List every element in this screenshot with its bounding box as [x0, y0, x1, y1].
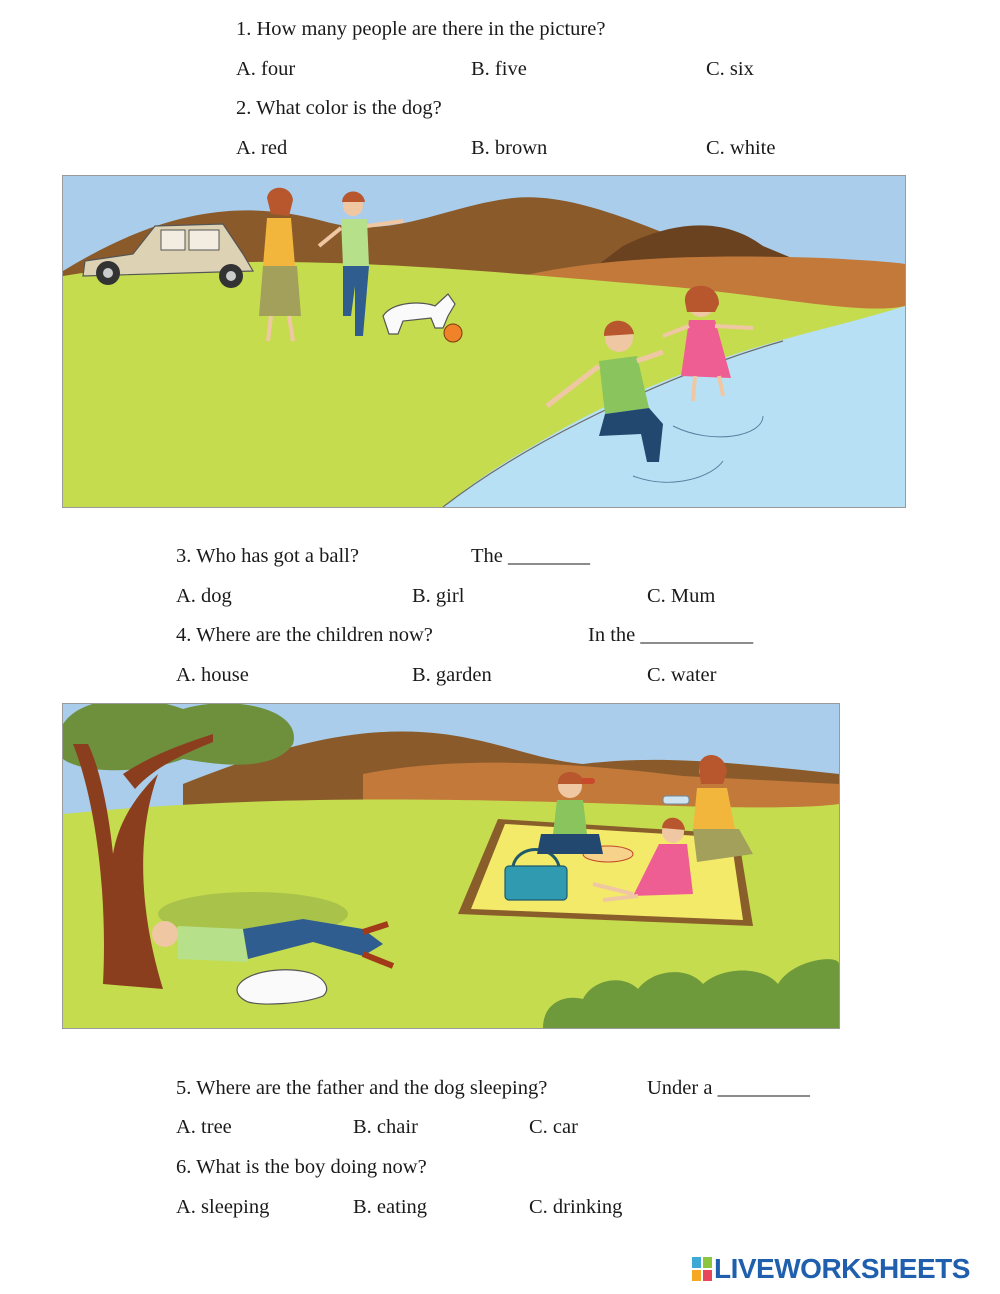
q1-option-b[interactable]: B. five — [471, 58, 527, 80]
ball-icon — [444, 324, 462, 342]
q1-option-a[interactable]: A. four — [236, 58, 296, 80]
question-1: 1. How many people are there in the picture? — [236, 18, 606, 40]
liveworksheets-logo-icon — [692, 1257, 712, 1281]
q5-option-b[interactable]: B. chair — [353, 1116, 418, 1138]
question-2: 2. What color is the dog? — [236, 97, 442, 119]
q3-answer-blank[interactable]: The ________ — [471, 545, 590, 567]
q5-option-a[interactable]: A. tree — [176, 1116, 232, 1138]
question-5: 5. Where are the father and the dog sleeping? — [176, 1077, 548, 1099]
q2-option-b[interactable]: B. brown — [471, 137, 548, 159]
q1-option-c[interactable]: C. six — [706, 58, 754, 80]
q3-option-b[interactable]: B. girl — [412, 585, 465, 607]
q2-option-a[interactable]: A. red — [236, 137, 288, 159]
brand-name: LIVEWORKSHEETS — [714, 1253, 970, 1284]
question-4: 4. Where are the children now? — [176, 624, 433, 646]
question-6: 6. What is the boy doing now? — [176, 1156, 427, 1178]
q3-option-a[interactable]: A. dog — [176, 585, 232, 607]
q5-option-c[interactable]: C. car — [529, 1116, 578, 1138]
q2-option-c[interactable]: C. white — [706, 137, 776, 159]
q4-option-a[interactable]: A. house — [176, 664, 249, 686]
q6-option-c[interactable]: C. drinking — [529, 1196, 623, 1218]
family-by-river-illustration — [62, 175, 906, 508]
q3-option-c[interactable]: C. Mum — [647, 585, 716, 607]
q4-answer-blank[interactable]: In the ___________ — [588, 624, 754, 646]
q5-answer-blank[interactable]: Under a _________ — [647, 1077, 810, 1099]
q4-option-b[interactable]: B. garden — [412, 664, 492, 686]
q6-option-b[interactable]: B. eating — [353, 1196, 428, 1218]
q6-option-a[interactable]: A. sleeping — [176, 1196, 270, 1218]
liveworksheets-logo[interactable] — [692, 1254, 970, 1284]
question-3: 3. Who has got a ball? — [176, 545, 359, 567]
family-picnic-illustration — [62, 703, 840, 1029]
q4-option-c[interactable]: C. water — [647, 664, 717, 686]
